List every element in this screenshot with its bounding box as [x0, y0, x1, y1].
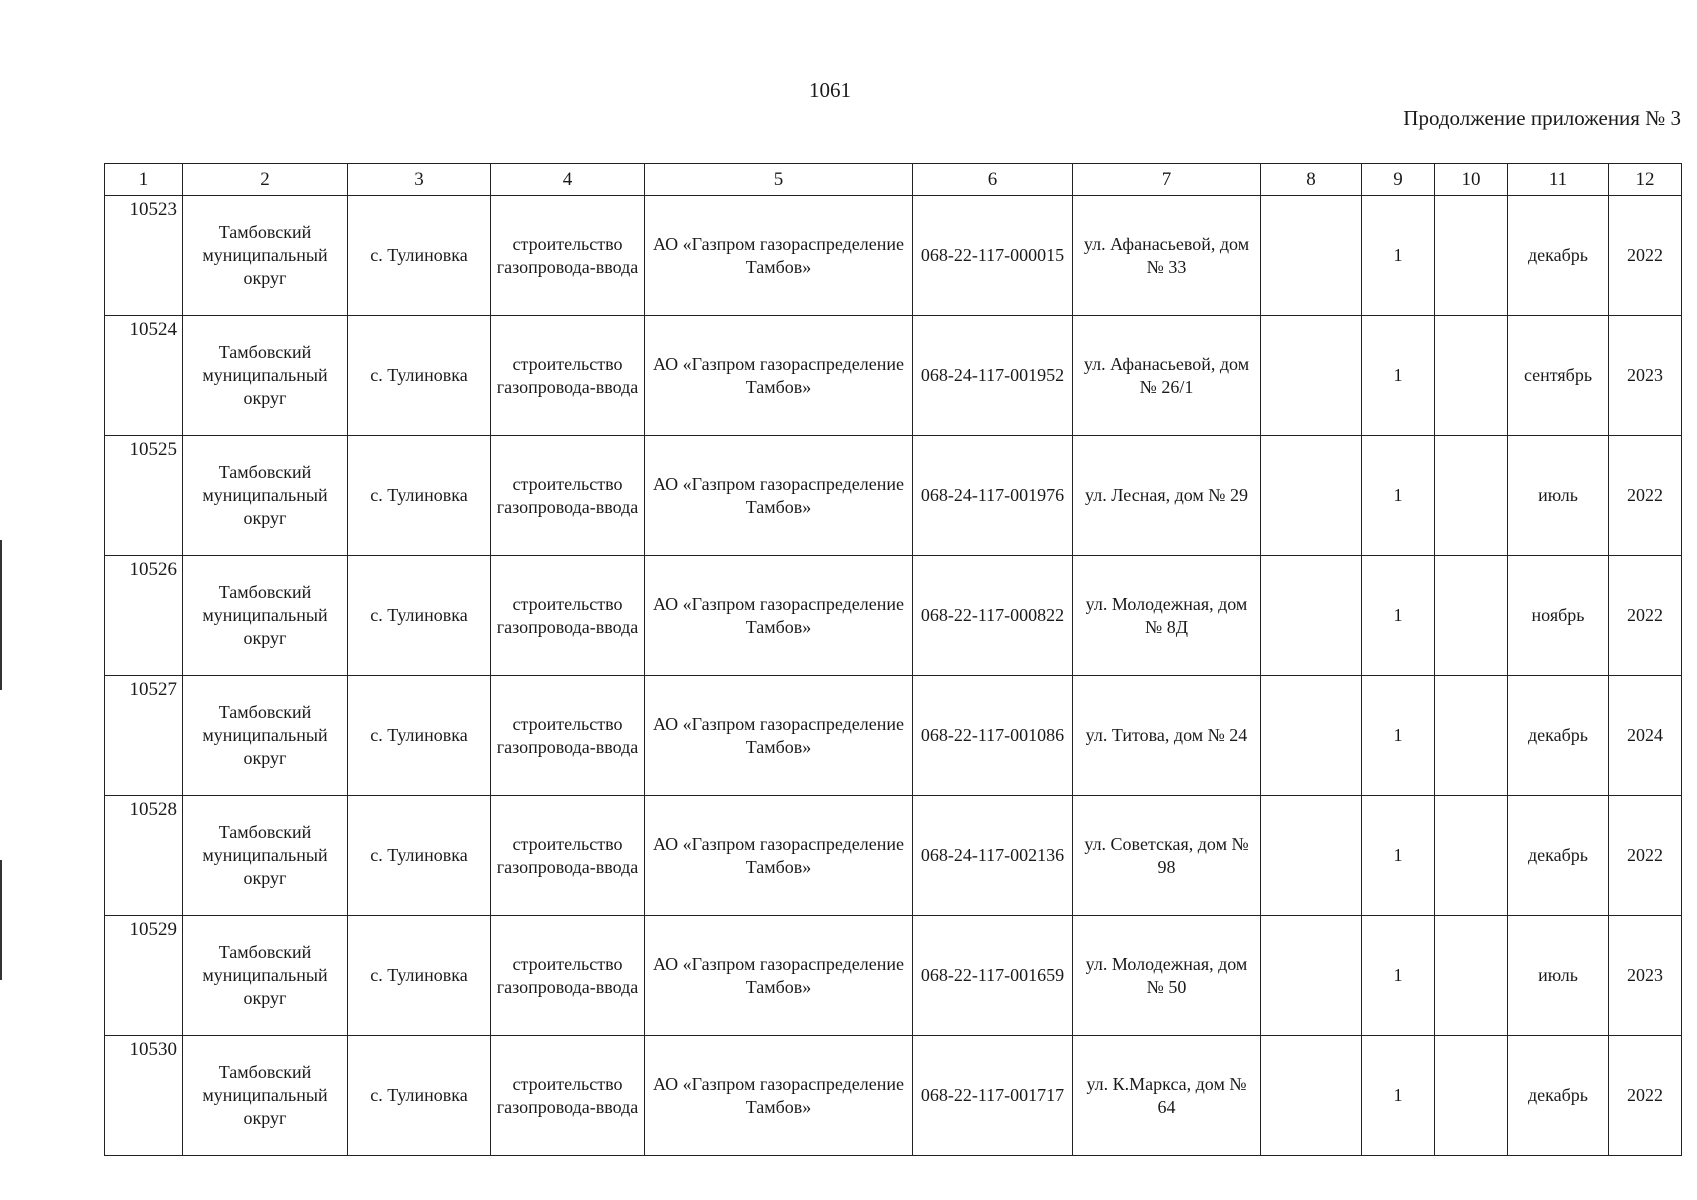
column-10-cell	[1435, 556, 1508, 676]
scan-edge-mark	[0, 860, 2, 980]
table-row	[105, 556, 1682, 676]
organization-cell: АО «Газпром газораспределение Тамбов»	[645, 436, 913, 556]
month-cell: декабрь	[1508, 1036, 1609, 1156]
address-cell: ул. К.Маркса, дом № 64	[1073, 1036, 1261, 1156]
year-cell: 2022	[1609, 196, 1682, 316]
municipality-cell: Тамбовский муниципальный округ	[183, 196, 348, 316]
table-row	[105, 796, 1682, 916]
column-header: 12	[1609, 164, 1682, 196]
application-id-cell: 068-22-117-000822	[913, 556, 1073, 676]
year-cell: 2022	[1609, 436, 1682, 556]
column-10-cell	[1435, 316, 1508, 436]
table-row	[105, 196, 1682, 316]
work-type-cell: строительство газопровода-ввода	[491, 316, 645, 436]
month-cell: ноябрь	[1508, 556, 1609, 676]
municipality-cell: Тамбовский муниципальный округ	[183, 796, 348, 916]
year-cell: 2022	[1609, 1036, 1682, 1156]
column-10-cell	[1435, 436, 1508, 556]
year-cell: 2023	[1609, 916, 1682, 1036]
appendix-continuation-note: Продолжение приложения № 3	[1403, 106, 1681, 130]
organization-cell: АО «Газпром газораспределение Тамбов»	[645, 916, 913, 1036]
table-row	[105, 436, 1682, 556]
column-8-cell	[1261, 196, 1362, 316]
settlement-cell: с. Тулиновка	[348, 556, 491, 676]
column-8-cell	[1261, 676, 1362, 796]
municipality-cell: Тамбовский муниципальный округ	[183, 316, 348, 436]
application-id-cell: 068-24-117-001952	[913, 316, 1073, 436]
year-cell: 2023	[1609, 316, 1682, 436]
settlement-cell: с. Тулиновка	[348, 196, 491, 316]
column-header: 9	[1362, 164, 1435, 196]
record-number: 10523	[105, 196, 183, 316]
column-8-cell	[1261, 436, 1362, 556]
record-number: 10528	[105, 796, 183, 916]
year-cell: 2022	[1609, 796, 1682, 916]
organization-cell: АО «Газпром газораспределение Тамбов»	[645, 796, 913, 916]
column-header: 3	[348, 164, 491, 196]
column-10-cell	[1435, 916, 1508, 1036]
quantity-cell: 1	[1362, 436, 1435, 556]
settlement-cell: с. Тулиновка	[348, 316, 491, 436]
column-header: 2	[183, 164, 348, 196]
column-header: 7	[1073, 164, 1261, 196]
address-cell: ул. Лесная, дом № 29	[1073, 436, 1261, 556]
settlement-cell: с. Тулиновка	[348, 436, 491, 556]
record-number: 10526	[105, 556, 183, 676]
column-header: 4	[491, 164, 645, 196]
record-number: 10524	[105, 316, 183, 436]
organization-cell: АО «Газпром газораспределение Тамбов»	[645, 316, 913, 436]
column-8-cell	[1261, 316, 1362, 436]
organization-cell: АО «Газпром газораспределение Тамбов»	[645, 196, 913, 316]
work-type-cell: строительство газопровода-ввода	[491, 796, 645, 916]
month-cell: июль	[1508, 916, 1609, 1036]
column-10-cell	[1435, 1036, 1508, 1156]
address-cell: ул. Афанасьевой, дом № 33	[1073, 196, 1261, 316]
scan-edge-mark	[0, 540, 2, 690]
month-cell: сентябрь	[1508, 316, 1609, 436]
column-10-cell	[1435, 676, 1508, 796]
column-number-header-row	[105, 164, 1682, 196]
column-header: 5	[645, 164, 913, 196]
column-8-cell	[1261, 796, 1362, 916]
organization-cell: АО «Газпром газораспределение Тамбов»	[645, 1036, 913, 1156]
record-number: 10525	[105, 436, 183, 556]
application-id-cell: 068-24-117-001976	[913, 436, 1073, 556]
column-header: 1	[105, 164, 183, 196]
address-cell: ул. Советская, дом № 98	[1073, 796, 1261, 916]
municipality-cell: Тамбовский муниципальный округ	[183, 1036, 348, 1156]
settlement-cell: с. Тулиновка	[348, 676, 491, 796]
municipality-cell: Тамбовский муниципальный округ	[183, 916, 348, 1036]
address-cell: ул. Титова, дом № 24	[1073, 676, 1261, 796]
column-8-cell	[1261, 1036, 1362, 1156]
table-row	[105, 676, 1682, 796]
gas-connection-registry-table	[104, 163, 1682, 1156]
column-header: 6	[913, 164, 1073, 196]
month-cell: декабрь	[1508, 196, 1609, 316]
municipality-cell: Тамбовский муниципальный округ	[183, 676, 348, 796]
address-cell: ул. Молодежная, дом № 50	[1073, 916, 1261, 1036]
page-number: 1061	[809, 78, 851, 102]
column-header: 11	[1508, 164, 1609, 196]
year-cell: 2022	[1609, 556, 1682, 676]
month-cell: декабрь	[1508, 796, 1609, 916]
column-header: 10	[1435, 164, 1508, 196]
work-type-cell: строительство газопровода-ввода	[491, 1036, 645, 1156]
quantity-cell: 1	[1362, 796, 1435, 916]
table-row	[105, 916, 1682, 1036]
work-type-cell: строительство газопровода-ввода	[491, 916, 645, 1036]
quantity-cell: 1	[1362, 196, 1435, 316]
quantity-cell: 1	[1362, 556, 1435, 676]
address-cell: ул. Молодежная, дом № 8Д	[1073, 556, 1261, 676]
application-id-cell: 068-22-117-001659	[913, 916, 1073, 1036]
quantity-cell: 1	[1362, 1036, 1435, 1156]
application-id-cell: 068-22-117-001717	[913, 1036, 1073, 1156]
application-id-cell: 068-22-117-000015	[913, 196, 1073, 316]
municipality-cell: Тамбовский муниципальный округ	[183, 436, 348, 556]
organization-cell: АО «Газпром газораспределение Тамбов»	[645, 676, 913, 796]
record-number: 10529	[105, 916, 183, 1036]
record-number: 10530	[105, 1036, 183, 1156]
column-8-cell	[1261, 556, 1362, 676]
month-cell: декабрь	[1508, 676, 1609, 796]
column-10-cell	[1435, 196, 1508, 316]
month-cell: июль	[1508, 436, 1609, 556]
table-row	[105, 1036, 1682, 1156]
application-id-cell: 068-22-117-001086	[913, 676, 1073, 796]
settlement-cell: с. Тулиновка	[348, 916, 491, 1036]
work-type-cell: строительство газопровода-ввода	[491, 676, 645, 796]
settlement-cell: с. Тулиновка	[348, 1036, 491, 1156]
organization-cell: АО «Газпром газораспределение Тамбов»	[645, 556, 913, 676]
application-id-cell: 068-24-117-002136	[913, 796, 1073, 916]
column-8-cell	[1261, 916, 1362, 1036]
column-header: 8	[1261, 164, 1362, 196]
municipality-cell: Тамбовский муниципальный округ	[183, 556, 348, 676]
quantity-cell: 1	[1362, 916, 1435, 1036]
quantity-cell: 1	[1362, 676, 1435, 796]
quantity-cell: 1	[1362, 316, 1435, 436]
work-type-cell: строительство газопровода-ввода	[491, 436, 645, 556]
work-type-cell: строительство газопровода-ввода	[491, 556, 645, 676]
work-type-cell: строительство газопровода-ввода	[491, 196, 645, 316]
settlement-cell: с. Тулиновка	[348, 796, 491, 916]
column-10-cell	[1435, 796, 1508, 916]
table-row	[105, 316, 1682, 436]
year-cell: 2024	[1609, 676, 1682, 796]
address-cell: ул. Афанасьевой, дом № 26/1	[1073, 316, 1261, 436]
record-number: 10527	[105, 676, 183, 796]
